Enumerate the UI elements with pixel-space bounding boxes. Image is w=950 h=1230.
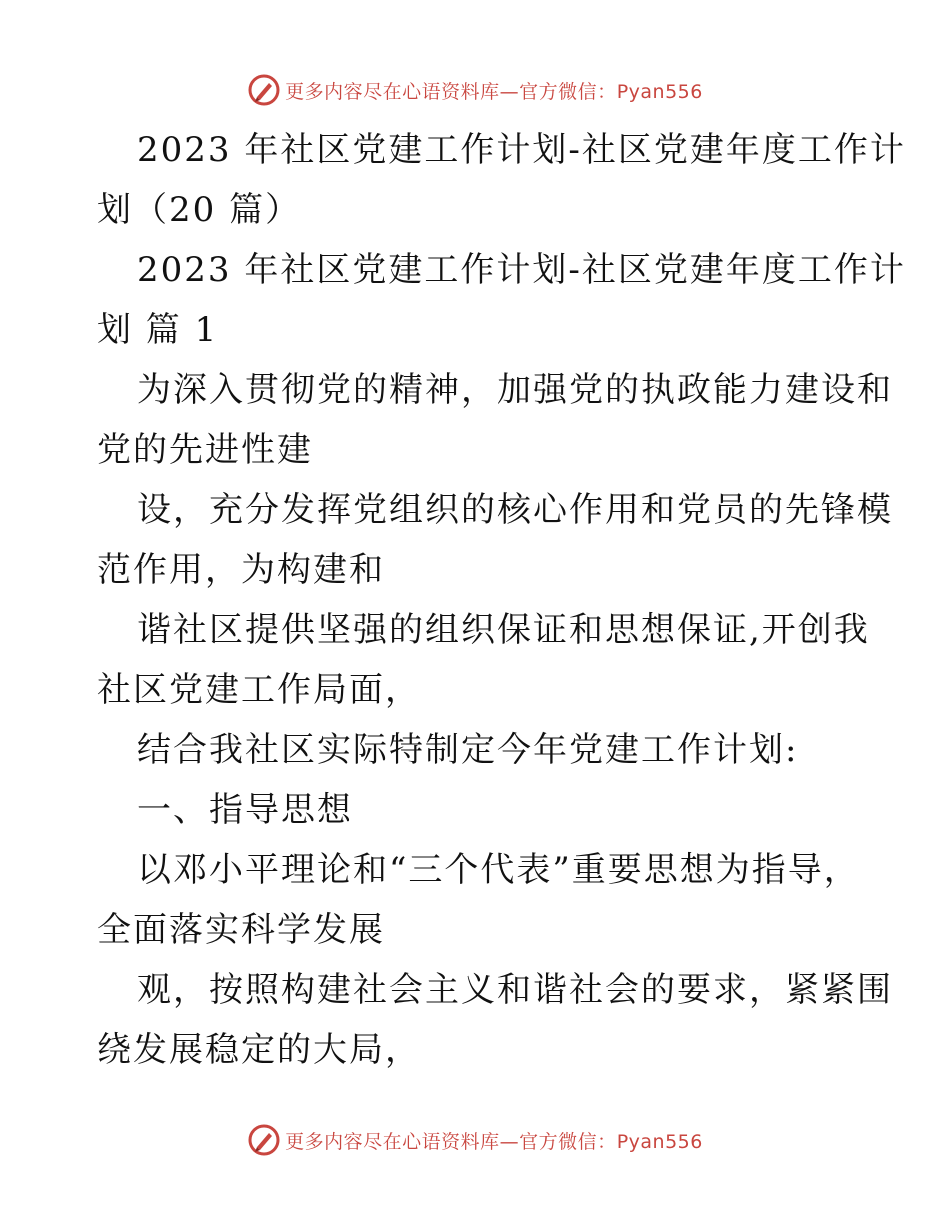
section-title-line-1: 2023 年社区党建工作计划-社区党建年度工作计 [137, 250, 906, 290]
paragraph-line: 绕发展稳定的大局， [97, 1030, 421, 1070]
paragraph-line: 范作用，为构建和 [97, 550, 385, 590]
banner-main-text: 更多内容尽在心语资料库 [285, 1130, 500, 1153]
title-line-2: 划（20 篇） [97, 190, 302, 230]
banner-contact-id: Pyan556 [616, 80, 703, 103]
paragraph-line: 结合我社区实际特制定今年党建工作计划: [137, 730, 799, 770]
paragraph-line: 党的先进性建 [97, 430, 313, 470]
pen-logo-icon [247, 1123, 281, 1157]
paragraph-line: 以邓小平理论和“三个代表”重要思想为指导， [137, 850, 860, 890]
banner-contact-label: 官方微信： [519, 80, 617, 103]
heading-guiding-ideology: 一、指导思想 [137, 790, 353, 830]
header-banner [0, 70, 950, 110]
paragraph-line: 设，充分发挥党组织的核心作用和党员的先锋模 [137, 490, 893, 530]
paragraph-line: 社区党建工作局面， [97, 670, 421, 710]
section-title-line-2: 划 篇 1 [97, 310, 219, 350]
banner-separator: — [499, 80, 520, 103]
paragraph-line: 谐社区提供坚强的组织保证和思想保证,开创我 [137, 610, 870, 650]
paragraph-line: 全面落实科学发展 [97, 910, 385, 950]
pen-logo-icon [247, 73, 281, 107]
banner-text [285, 77, 703, 104]
banner-contact-id: Pyan556 [616, 1130, 703, 1153]
document-body [97, 120, 906, 1080]
banner-contact-label: 官方微信： [519, 1130, 617, 1153]
banner-main-text: 更多内容尽在心语资料库 [285, 80, 500, 103]
title-line-1: 2023 年社区党建工作计划-社区党建年度工作计 [137, 130, 906, 170]
footer-banner [0, 1120, 950, 1160]
paragraph-line: 观，按照构建社会主义和谐社会的要求，紧紧围 [137, 970, 893, 1010]
banner-text [285, 1127, 703, 1154]
paragraph-line: 为深入贯彻党的精神，加强党的执政能力建设和 [137, 370, 893, 410]
banner-separator: — [499, 1130, 520, 1153]
